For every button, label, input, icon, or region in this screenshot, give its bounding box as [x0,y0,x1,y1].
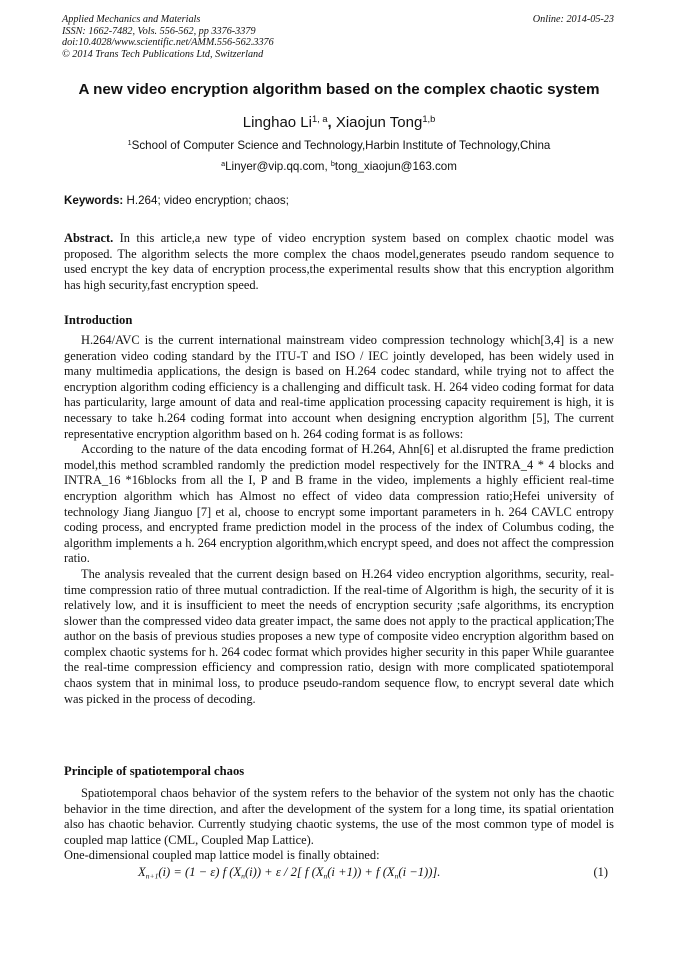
equation-subscript-4: n [394,871,399,881]
equation-part-4: (i −1))]. [398,865,441,879]
equation-lhs-subscript: n+1 [145,871,159,881]
email-a-marker: a [221,159,226,169]
equation-subscript-3: n [323,871,328,881]
introduction-paragraph-1: H.264/AVC is the current international mainstream video compression technology which[3,4] is a new generation video coding standard by the ITU-T and ISO / IEC jointly developed, has been widely used in many multimedia applications, the design is based on H.264 codec standard, while trying not to affect the encryption algorithm coding efficiency is a challenging and difficult task. H. 264 video coding format for data has particularity, large amount of data and real-time application processing capacity requirement is high, it is necessary to take h.264 coding format into account when designing encryption algorithm [5], The current representative encryption algorithm based on h. 264 coding format is as follows: [64,333,614,441]
keywords [64,194,289,207]
keywords-label: Keywords: [64,194,124,207]
online-date: Online: 2014-05-23 [532,14,614,25]
affiliation-marker: 1 [127,138,132,148]
journal-name: Applied Mechanics and Materials [62,14,201,25]
equation-part-3: (i +1)) + f (X [327,865,395,879]
equation-number: (1) [593,865,608,879]
author-1: Linghao Li [242,114,312,131]
affiliation [0,139,678,152]
issn-line: ISSN: 1662-7482, Vols. 556-562, pp 3376-3379 [62,25,256,37]
author-2: Xiaojun Tong [335,114,423,131]
introduction-paragraph-3: The analysis revealed that the current design based on H.264 video encryption algorithms, security, real-time compression ratio of three mutual contradiction. If the real-time of Algorithm is high, the security of it is relatively low, and it is insufficient to meet the needs of encryption security ;safe algorithms, its encryption slower than the compressed video data greater impact, the same does not apply to the practical application;The author on the basis of previous studies proposes a new type of composite video encryption algorithm based on complex chaotic systems for h. 264 codec format which provides higher security in this paper While guarantee the real-time compression efficiency and compression ratio, design with more complicated spatiotemporal chaos system that in minimal loss, to produce pseudo-random sequence flow, to encrypt several date which was picked in the process of decoding. [64,566,614,706]
author-list [0,114,678,131]
introduction-body [64,333,614,707]
email-a: Linyer@vip.qq.com, [225,160,331,173]
journal-header [62,14,274,60]
chaos-heading: Principle of spatiotemporal chaos [64,764,245,778]
author-1-marker: 1, a [311,113,328,124]
author-2-marker: 1,b [422,113,436,124]
chaos-body [64,786,614,864]
abstract-label: Abstract. [64,231,114,245]
author-separator: , [327,114,336,131]
keywords-text: H.264; video encryption; chaos; [123,194,289,207]
equation-subscript-2: n [241,871,245,881]
equation-1 [138,865,440,880]
affiliation-text: School of Computer Science and Technology,Harbin Institute of Technology,China [131,139,551,152]
abstract [64,231,614,293]
introduction-heading: Introduction [64,313,133,327]
email-b-marker: b [330,159,335,169]
equation-part-2: (i)) + ε / 2[ f (X [244,865,324,879]
introduction-paragraph-2: According to the nature of the data encoding format of H.264, Ahn[6] et al.disrupted the frame prediction model,this method scrambled randomly the prediction model respectively for the INTRA_4 * 4 blocks and INTRA_16 *16blocks from all the I, P and B frame in the video, implements a highly efficient real-time encryption algorithm which has Almost no effect of video data compression ratio;Hefei university of technology Jiang Jianguo [7] et al, choose to encrypt some important parameters in h. 264 CAVLC entropy coding process, and encrypted frame prediction model in the process of the index of Columbus coding, the algorithm implements a h. 264 encryption algorithm,which encrypt speed, and does not affect the compression ratio. [64,442,614,566]
paper-title: A new video encryption algorithm based on the complex chaotic system [78,81,600,98]
equation-lhs: X [138,865,146,879]
chaos-paragraph-1: Spatiotemporal chaos behavior of the system refers to the behavior of the system not only has the chaotic behavior in the time direction, and after the development of the system for a long time, its spatial orientation also has chaotic behavior. Currently studying chaotic systems, the use of the most common type of model is coupled map lattice (CML, Coupled Map Lattice). [64,786,614,847]
equation-part-1: (i) = (1 − ε) f (X [158,865,242,879]
abstract-text: In this article,a new type of video encryption system based on complex chaotic model was proposed. The algorithm selects the more complex the chaos model,generates pseudo random sequence to used encrypt the key data of encryption process,the experimental results show that this encryption algorithm has high security,fast encryption speed. [64,231,614,292]
copyright-line: © 2014 Trans Tech Publications Ltd, Switzerland [62,48,264,60]
email-line [0,160,678,173]
doi-line: doi:10.4028/www.scientific.net/AMM.556-562.3376 [62,37,274,49]
chaos-paragraph-2: One-dimensional coupled map lattice model is finally obtained: [64,848,380,863]
email-b: tong_xiaojun@163.com [334,160,457,173]
